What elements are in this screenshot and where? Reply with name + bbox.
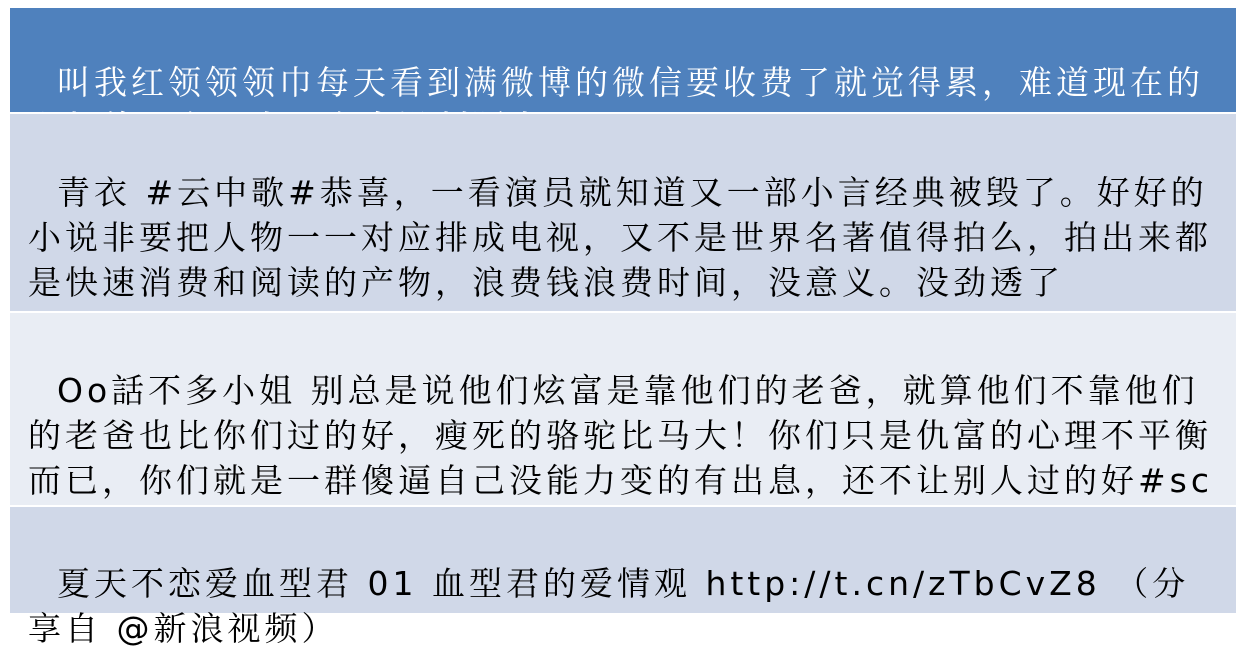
weibo-post-1 [10,8,1236,112]
post-text: 夏天不恋爱血型君 01 血型君的爱情观 http://t.cn/zTbCvZ8 （分享自 @新浪视频） [28,564,1190,648]
weibo-post-2 [10,114,1236,311]
weibo-post-3 [10,313,1236,505]
weibo-post-4 [10,507,1236,648]
post-text: 叫我红领领领巾每天看到满微博的微信要收费了就觉得累，难道现在的 [56,63,1204,102]
post-text: Oo話不多小姐 别总是说他们炫富是靠他们的老爸，就算他们不靠他们的老爸也比你们过的好，瘦死的骆驼比马大！你们只是仇富的心理不平衡而已，你们就是一群傻逼自己没能力变的有出息，还不让别人过的好#sc [28,371,1213,500]
post-text: 青衣 #云中歌#恭喜，一看演员就知道又一部小言经典被毁了。好好的小说非要把人物一一对应排成电视，又不是世界名著值得拍么，拍出来都是快速消费和阅读的产物，浪费钱浪费时间，没意义。没劲透了 [28,173,1212,302]
